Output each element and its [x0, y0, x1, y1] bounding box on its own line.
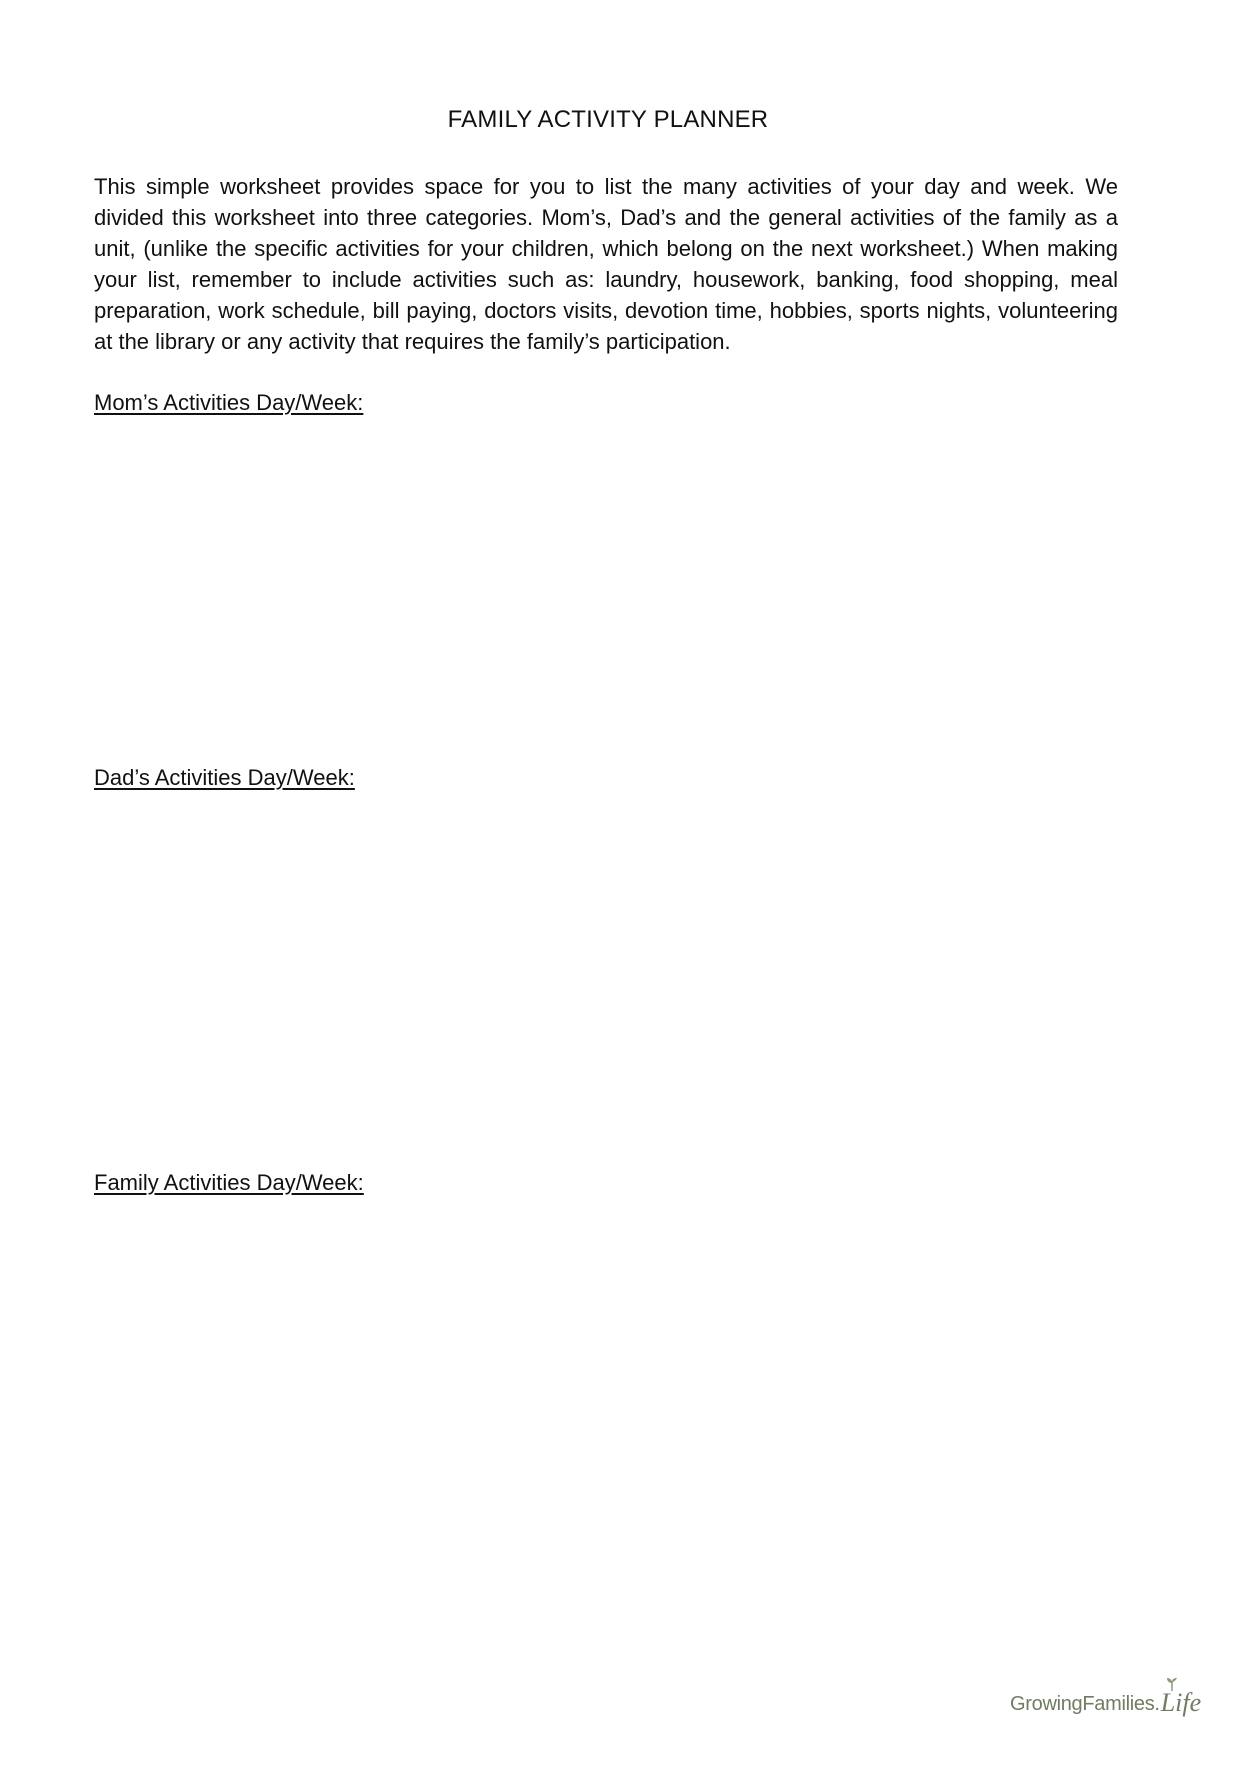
sprout-icon — [1164, 1676, 1180, 1692]
intro-paragraph: This simple worksheet provides space for you to list the many activities of your day and week. We divided this worksheet into three categories. Mom’s, Dad’s and the general activities of the family as a unit, (unlike the specific activities for your children, which belong on the next worksheet.) When making your list, remember to include activities such as: laundry, housework, banking, food shopping, meal preparation, work schedule, bill paying, doctors visits, devotion time, hobbies, sports nights, volunteering at the library or any activity that requires the family’s participation. — [94, 174, 1118, 354]
growingfamilies-logo — [1010, 1690, 1201, 1716]
logo-text: GrowingFamilies. — [1010, 1693, 1160, 1715]
dad-activities-area[interactable] — [94, 800, 1118, 1160]
section-heading-mom: Mom’s Activities Day/Week: — [94, 390, 364, 415]
page-title: FAMILY ACTIVITY PLANNER — [447, 106, 769, 133]
mom-activities-area[interactable] — [94, 425, 1118, 755]
section-heading-family: Family Activities Day/Week: — [94, 1170, 364, 1195]
logo-accent — [1161, 1690, 1201, 1716]
family-activities-area[interactable] — [94, 1205, 1118, 1665]
logo-accent-text: Life — [1160, 1688, 1202, 1717]
section-heading-dad: Dad’s Activities Day/Week: — [94, 765, 355, 790]
